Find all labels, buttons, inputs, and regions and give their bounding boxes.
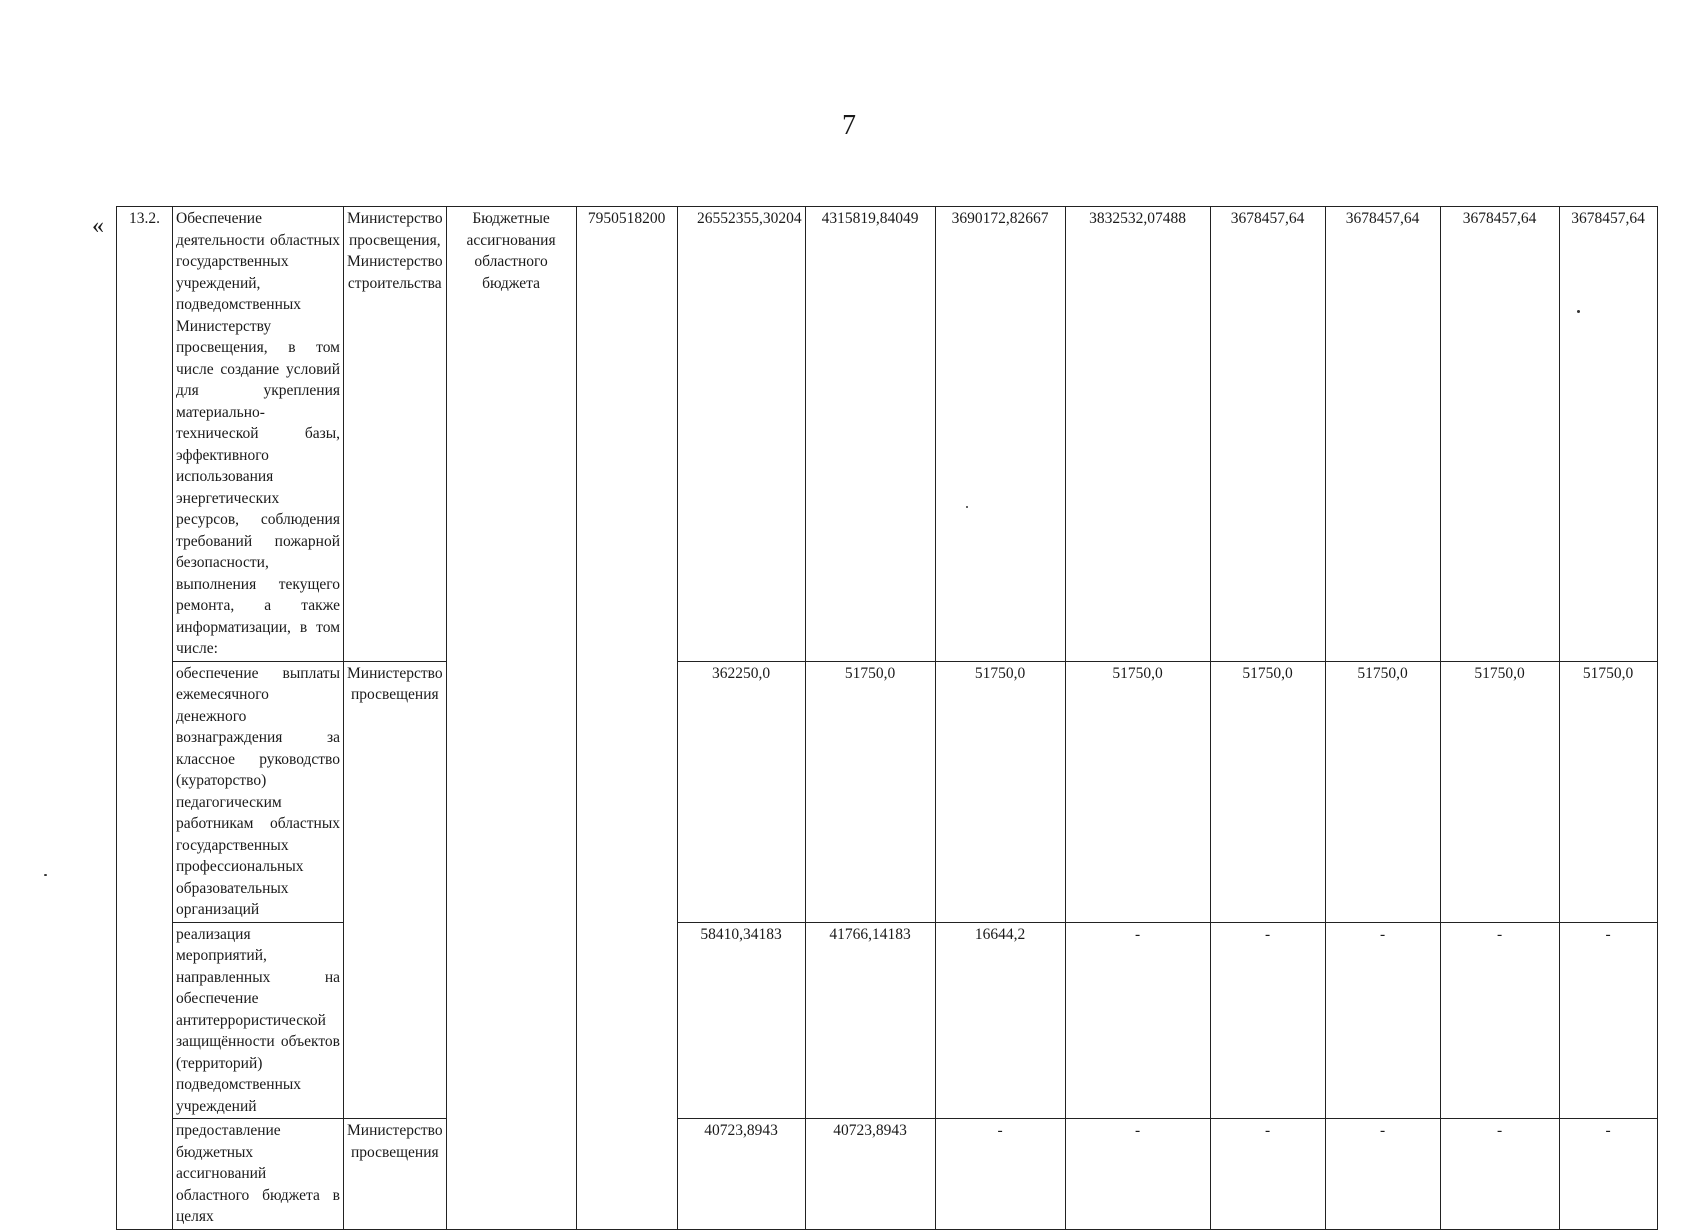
year-value-cell: - [1325, 1119, 1440, 1230]
year-value-cell: - [1440, 922, 1559, 1119]
scan-speck [44, 874, 47, 876]
year-value-cell: 3678457,64 [1325, 207, 1440, 662]
year-value-cell: 51750,0 [1325, 661, 1440, 922]
year-value-cell: - [1065, 922, 1210, 1119]
year-value-cell: 51750,0 [935, 661, 1065, 922]
year-value-cell: 3678457,64 [1559, 207, 1657, 662]
year-value-cell: 41766,14183 [805, 922, 935, 1119]
year-value-cell: - [1440, 1119, 1559, 1230]
description-cell: обеспечение выплаты ежемесячного денежного вознаграждения за классное руководство (кураторство) педагогическим работникам областных государственных профессиональных образовательных организаций [173, 661, 344, 922]
funding-source-cell: Бюджетные ассигнования областного бюджета [446, 207, 576, 1230]
table-row [117, 1119, 1658, 1230]
description-cell: предоставление бюджетных ассигнований областного бюджета в целях [173, 1119, 344, 1230]
description-cell: Обеспечение деятельности областных государственных учреждений, подведомственных Министерству просвещения, в том числе создание условий для укрепления материально-технической базы, эффективного использования энергетических ресурсов, соблюдения требований пожарной безопасности, выполнения текущего ремонта, а также информатизации, в том числе: [173, 207, 344, 662]
year-value-cell: 51750,0 [1559, 661, 1657, 922]
year-value-cell: - [935, 1119, 1065, 1230]
item-number-cell: 13.2. [117, 207, 173, 1230]
budget-code-cell: 7950518200 [576, 207, 677, 1230]
budget-table [116, 206, 1658, 1230]
year-value-cell: 51750,0 [805, 661, 935, 922]
year-value-cell: - [1559, 922, 1657, 1119]
year-value-cell: - [1559, 1119, 1657, 1230]
year-value-cell: 40723,8943 [805, 1119, 935, 1230]
page-number: 7 [842, 110, 856, 141]
year-value-cell: 51750,0 [1440, 661, 1559, 922]
opening-quote-mark: « [92, 213, 104, 239]
year-value-cell: 3678457,64 [1440, 207, 1559, 662]
year-value-cell: 51750,0 [1210, 661, 1325, 922]
year-value-cell: 3832532,07488 [1065, 207, 1210, 662]
year-value-cell: 51750,0 [1065, 661, 1210, 922]
year-value-cell: - [1325, 922, 1440, 1119]
year-value-cell: - [1065, 1119, 1210, 1230]
total-cell: 26552355,30204 [677, 207, 805, 662]
executor-cell: Министерство просвещения [344, 661, 447, 1119]
table-row [117, 207, 1658, 662]
table-row [117, 661, 1658, 922]
year-value-cell: 3678457,64 [1210, 207, 1325, 662]
year-value-cell: 4315819,84049 [805, 207, 935, 662]
year-value-cell: 16644,2 [935, 922, 1065, 1119]
description-cell: реализация мероприятий, направленных на обеспечение антитеррористической защищённости объектов (территорий) подведомственных учреждений [173, 922, 344, 1119]
year-value-cell: 3690172,82667 [935, 207, 1065, 662]
year-value-cell: - [1210, 922, 1325, 1119]
total-cell: 58410,34183 [677, 922, 805, 1119]
total-cell: 362250,0 [677, 661, 805, 922]
year-value-cell: - [1210, 1119, 1325, 1230]
executor-cell: Министерство просвещения [344, 1119, 447, 1230]
total-cell: 40723,8943 [677, 1119, 805, 1230]
executor-cell: Министерство просвещения, Министерство строительства [344, 207, 447, 662]
